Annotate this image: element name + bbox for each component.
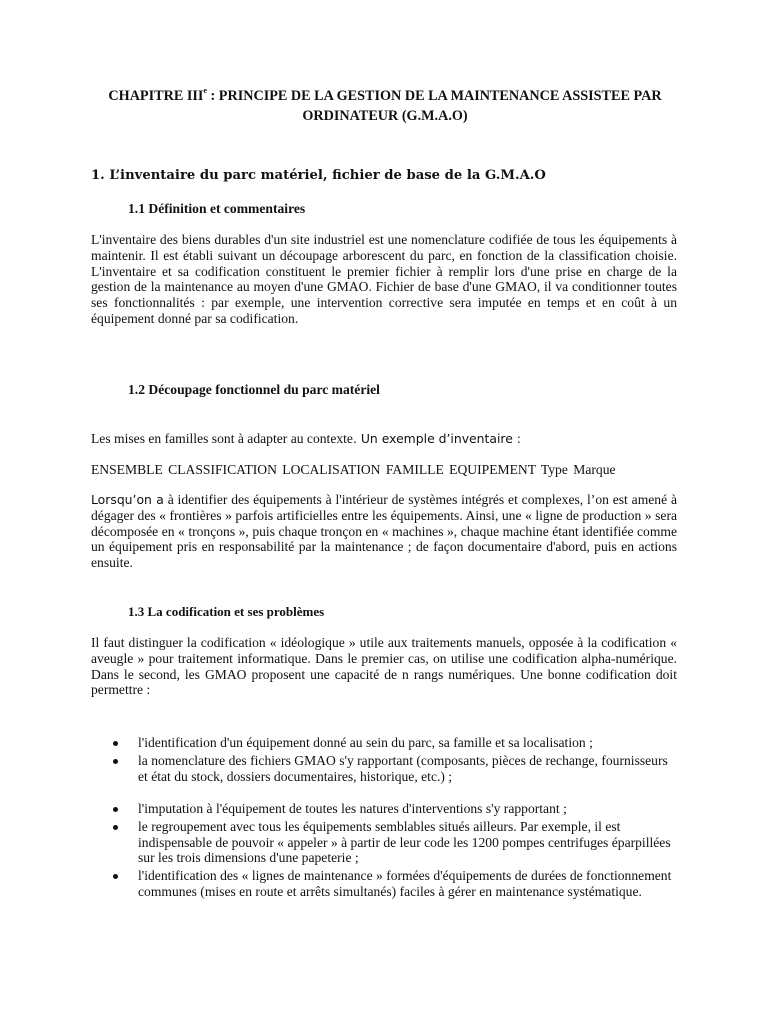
bullet-icon — [113, 874, 118, 879]
section-1-2-heading: 1.2 Découpage fonctionnel du parc matériel — [128, 382, 380, 397]
section-1-2-paragraph — [91, 492, 677, 571]
list-item — [0, 868, 674, 900]
list-item-text: la nomenclature des fichiers GMAO s'y rapportant (composants, pièces de rechange, fournisseurs et état du stock, dossiers documentaires, historique, etc.) ; — [138, 752, 668, 784]
list-item — [0, 735, 674, 751]
bullet-icon — [113, 759, 118, 764]
section-1-heading: 1. L’inventaire du parc matériel, fichier de base de la G.M.A.O — [91, 168, 546, 183]
section-1-3-heading: 1.3 La codification et ses problèmes — [128, 604, 325, 619]
chapter-title-superscript: e — [203, 86, 207, 95]
list-item-text: l'identification d'un équipement donné au sein du parc, sa famille et sa localisation ; — [138, 735, 593, 750]
section-1-1-paragraph: L'inventaire des biens durables d'un site industriel est une nomenclature codifiée de tous les équipements à maintenir. Il est établi suivant un découpage arborescent du parc, en fonction de la classification choisie. L'inventaire et sa codification constituent le premier fichier à remplir lors d'une prise en charge de la gestion de la maintenance au moyen d'une GMAO. Fichier de base d'une GMAO, il va conditionner toutes ses fonctionnalités : par exemple, une intervention corrective sera imputée en temps et en coût à un équipement donné par sa codification. — [91, 232, 677, 326]
section-1-2-intro — [91, 431, 677, 447]
list-item-text: l'imputation à l'équipement de toutes les natures d'interventions s'y rapportant ; — [138, 801, 567, 816]
chapter-title-text: : PRINCIPE DE LA GESTION DE LA MAINTENANCE ASSISTEE PAR ORDINATEUR (G.M.A.O) — [206, 88, 662, 124]
bullet-icon — [113, 741, 118, 746]
section-1-2-intro-example: . Un exemple d’inventaire : — [352, 431, 521, 446]
list-item-text: l'identification des « lignes de maintenance » formées d'équipements de durées de fonctionnement communes (mises en route et arrêts simultanés) faciles à gérer en maintenance systématique. — [138, 868, 672, 899]
list-item — [0, 753, 674, 785]
inventory-columns-line: ENSEMBLE CLASSIFICATION LOCALISATION FAMILLE EQUIPEMENT Type Marque — [91, 462, 616, 477]
bullet-list-group-1 — [0, 735, 768, 786]
section-1-2-paragraph-body: à identifier des équipements à l'intérieur de systèmes intégrés et complexes, l’on est amené à dégager des « frontières » parfois artificielles entre les équipements. Ainsi, une « ligne de production » sera décomposée en « tronçons », puis chaque tronçon en « machines », chaque machine étant identifiée comme un équipement pris en responsabilité par la maintenance ; de façon documentaire d'abord, puis en actions ensuite. — [91, 492, 677, 571]
chapter-title — [80, 86, 690, 126]
bullet-list-group-2 — [0, 801, 768, 902]
chapter-title-number: CHAPITRE III — [108, 88, 204, 104]
list-item-text: le regroupement avec tous les équipements semblables situés ailleurs. Par exemple, il est indispensable de pouvoir « appeler » à partir de leur code les 1200 pompes centrifuges éparpillées sur les trois dimensions d'une papeterie ; — [138, 818, 671, 866]
list-item — [0, 819, 674, 866]
bullet-icon — [113, 807, 118, 812]
section-1-1-heading: 1.1 Définition et commentaires — [128, 201, 306, 216]
section-1-2-intro-main: Les mises en familles sont à adapter au contexte — [91, 431, 353, 446]
section-1-2-paragraph-lead: Lorsqu’on a — [91, 492, 164, 507]
list-item — [0, 801, 674, 817]
section-1-3-paragraph: Il faut distinguer la codification « idéologique » utile aux traitements manuels, opposée à la codification « aveugle » pour traitement informatique. Dans le premier cas, on utilise une codification alpha-numérique. Dans le second, les GMAO proposent une capacité de n rangs numériques. Une bonne codification doit permettre : — [91, 635, 677, 698]
bullet-icon — [113, 825, 118, 830]
